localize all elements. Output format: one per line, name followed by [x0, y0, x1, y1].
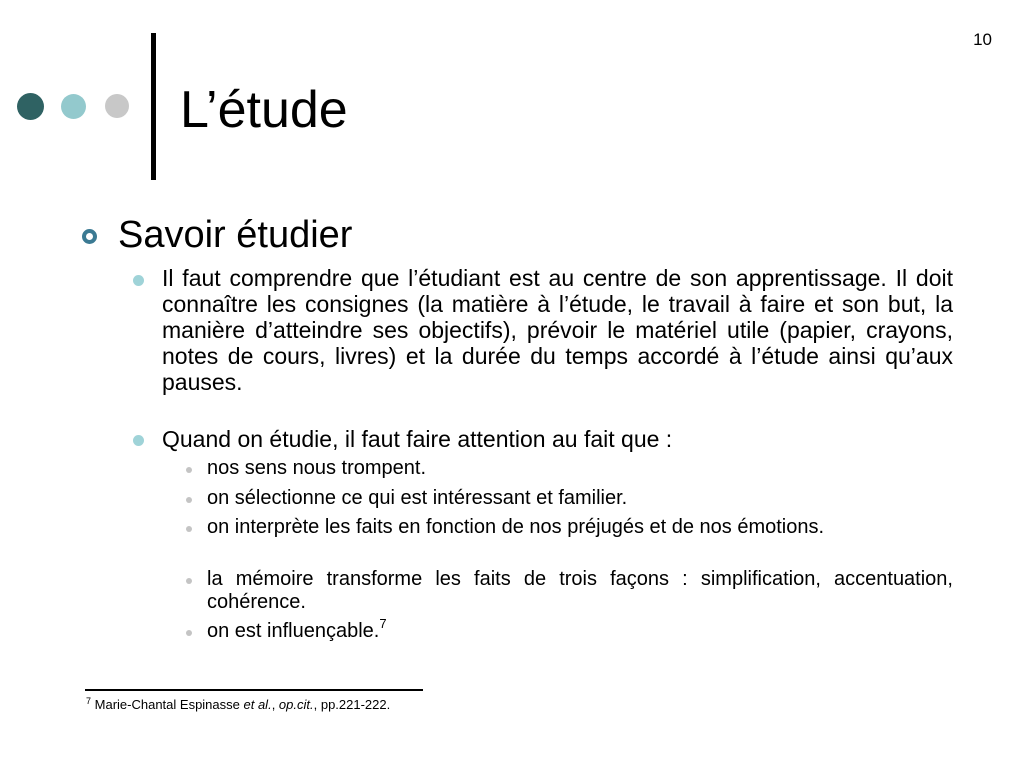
- list-item: Il faut comprendre que l’étudiant est au centre de son apprentissage. Il doit connaître les consignes (la matière à l’étude, le travail à faire et son but, la manière d’atteindre ses objectifs), prévoir le matériel utile (papier, crayons, notes de cours, livres) et la durée du temps accordé à l’étude ainsi qu’aux pauses.: [162, 265, 953, 395]
- ring-bullet-icon: [82, 229, 97, 244]
- slide-title: L’étude: [180, 81, 348, 139]
- small-bullet-icon: [186, 630, 192, 636]
- grey-circle-icon: [105, 94, 129, 118]
- small-bullet-icon: [186, 578, 192, 584]
- sub-list-item-text: on est influençable.: [207, 620, 380, 642]
- small-bullet-icon: [186, 467, 192, 473]
- sub-list-item: on interprète les faits en fonction de nos préjugés et de nos émotions.: [207, 516, 825, 538]
- title-divider: [151, 33, 156, 180]
- round-bullet-icon: [133, 275, 144, 286]
- teal-circle-icon: [61, 94, 86, 119]
- page-number: 10: [973, 30, 992, 49]
- footnote: [86, 697, 390, 713]
- sub-list-item: on sélectionne ce qui est intéressant et familier.: [207, 487, 628, 509]
- footnote-et-al: et al.: [243, 697, 272, 712]
- footnote-reference: 7: [379, 616, 387, 631]
- footnote-separator: ,: [271, 697, 279, 712]
- list-item: Quand on étudie, il faut faire attention au fait que :: [162, 426, 673, 452]
- footnote-pages: , pp.221-222.: [313, 697, 391, 712]
- section-heading: Savoir étudier: [118, 214, 353, 256]
- footnote-divider: [85, 689, 423, 691]
- small-bullet-icon: [186, 526, 192, 532]
- dark-circle-icon: [17, 93, 44, 120]
- footnote-number: 7: [86, 696, 92, 706]
- decorative-dots: [0, 0, 140, 140]
- round-bullet-icon: [133, 435, 144, 446]
- sub-list-item: [207, 616, 953, 643]
- footnote-author: Marie-Chantal Espinasse: [94, 697, 240, 712]
- footnote-op-cit: op.cit.: [278, 697, 314, 712]
- small-bullet-icon: [186, 497, 192, 503]
- sub-list-item: la mémoire transforme les faits de trois façons : simplification, accentuation, cohérence.: [207, 568, 953, 613]
- sub-list-item: nos sens nous trompent.: [207, 457, 427, 479]
